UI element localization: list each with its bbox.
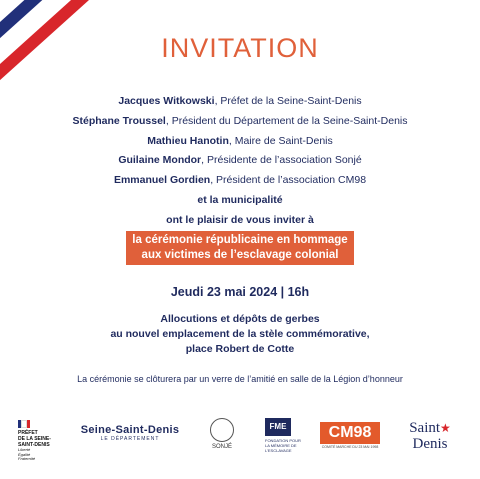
fme-logo: FME FONDATION POUR LA MÉMOIRE DE L’ESCLAVAGE — [265, 418, 310, 453]
event-line-1: la cérémonie républicaine en hommage — [132, 234, 348, 246]
french-flag-icon — [18, 420, 30, 428]
host-line: Emmanuel Gordien, Président de l’association CM98 — [113, 174, 367, 187]
hosts-list — [0, 92, 480, 231]
invite-line: ont le plaisir de vous inviter à — [166, 213, 314, 226]
event-banner — [0, 231, 480, 265]
invitation-title: INVITATION — [161, 33, 319, 63]
details-line: Allocutions et dépôts de gerbes — [160, 313, 320, 325]
event-details — [0, 312, 480, 357]
cm98-logo: CM98 COMITÉ MARCHE DU 23 MAI 1998 — [321, 424, 379, 449]
partner-logos — [0, 418, 480, 461]
saint-denis-logo: Saint★ Denis — [409, 420, 451, 452]
star-icon: ★ — [440, 421, 451, 435]
seine-saint-denis-logo: Seine-Saint-Denis LE DÉPARTEMENT — [80, 424, 180, 442]
host-line: Mathieu Hanotin, Maire de Saint-Denis — [147, 134, 333, 147]
event-line-2: aux victimes de l’esclavage colonial — [141, 249, 339, 261]
event-date: Jeudi 23 mai 2024 | 16h — [170, 285, 310, 299]
municipality-line: et la municipalité — [197, 193, 283, 206]
host-line: Stéphane Troussel, Président du Département de la Seine-Saint-Denis — [72, 114, 408, 127]
map-emblem-icon — [210, 418, 234, 442]
details-line: au nouvel emplacement de la stèle commémorative, — [110, 328, 370, 340]
sonje-logo: SONJÉ — [206, 418, 238, 450]
host-line: Guilaine Mondor, Présidente de l’association Sonjé — [118, 154, 362, 167]
prefecture-logo: PRÉFET DE LA SEINE- SAINT-DENIS Liberté Égalité Fraternité — [18, 420, 64, 462]
details-line: place Robert de Cotte — [185, 343, 295, 355]
host-line: Jacques Witkowski, Préfet de la Seine-Saint-Denis — [118, 95, 362, 107]
closing-note: La cérémonie se clôturera par un verre de l’amitié en salle de la Légion d’honneur — [77, 374, 403, 384]
